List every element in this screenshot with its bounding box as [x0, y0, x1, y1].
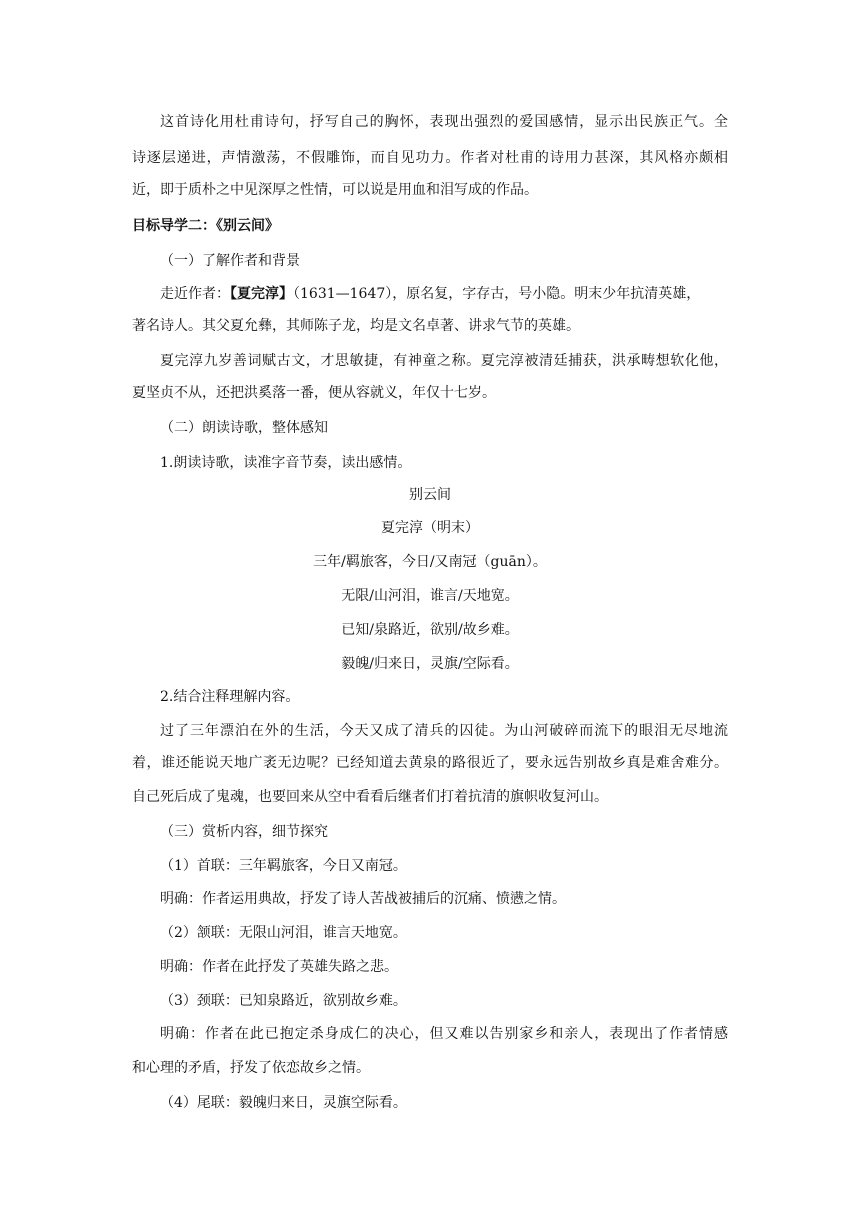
subsection-heading: （二）朗读诗歌，整体感知	[160, 420, 328, 436]
author-name: 【夏完淳】	[230, 286, 293, 302]
poem-line: 已知/泉路近，欲别/故乡难。	[341, 622, 519, 638]
paragraph-line: 近，即于质朴之中见深厚之性情，可以说是用血和泪写成的作品。	[132, 182, 538, 198]
paragraph-line	[160, 284, 700, 304]
poem-author: 夏完淳（明末）	[381, 520, 479, 536]
author-intro-label: 走近作者：	[160, 286, 230, 302]
couplet-heading: （1）首联：三年羁旅客，今日又南冠。	[160, 858, 407, 874]
paragraph-line: 着，谁还能说天地广袤无边呢？已经知道去黄泉的路很近了，要永远告别故乡真是难舍难分。	[132, 755, 728, 771]
paragraph-line: 过了三年漂泊在外的生活，今天又成了清兵的囚徒。为山河破碎而流下的眼泪无尽地流	[160, 723, 728, 739]
author-intro-text: （1631—1647），原名复，字存古，号小隐。明末少年抗清英雄，	[293, 286, 701, 302]
paragraph-line: 自己死后成了鬼魂，也要回来从空中看看后继者们打着抗清的旗帜收复河山。	[132, 789, 608, 805]
poem-line: 三年/羁旅客，今日/又南冠（guān）。	[313, 554, 547, 570]
subsection-heading: （三）赏析内容，细节探究	[160, 824, 328, 840]
paragraph-line: 夏坚贞不从，还把洪奚落一番，便从容就义，年仅十七岁。	[132, 385, 496, 401]
paragraph-line: 和心理的矛盾，抒发了依恋故乡之情。	[132, 1060, 370, 1076]
couplet-heading: （3）颈联：已知泉路近，欲别故乡难。	[160, 993, 407, 1009]
paragraph-line: 诗逐层递进，声情激荡，不假雕饰，而自见功力。作者对杜甫的诗用力甚深，其风格亦颇相	[132, 150, 728, 166]
list-item: 1.朗读诗歌，读准字音节奏，读出感情。	[160, 455, 412, 471]
paragraph-line: 夏完淳九岁善词赋古文，才思敏捷，有神童之称。夏完淳被清廷捕获，洪承畴想软化他，	[160, 353, 728, 369]
poem-line: 无限/山河泪，谁言/天地宽。	[341, 588, 519, 604]
paragraph-line: 明确：作者在此已抱定杀身成仁的决心，但又难以告别家乡和亲人，表现出了作者情感	[160, 1026, 728, 1042]
paragraph-line: 著名诗人。其父夏允彝，其师陈子龙，均是文名卓著、讲求气节的英雄。	[132, 318, 580, 334]
poem-title: 别云间	[409, 487, 451, 503]
section-heading: 目标导学二：《别云间》	[132, 218, 279, 234]
poem-line: 毅魄/归来日，灵旗/空际看。	[341, 656, 519, 672]
paragraph-line: 这首诗化用杜甫诗句，抒写自己的胸怀，表现出强烈的爱国感情，显示出民族正气。全	[160, 114, 728, 130]
subsection-heading: （一）了解作者和背景	[160, 253, 300, 269]
paragraph-line: 明确：作者运用典故，抒发了诗人苦战被捕后的沉痛、愤懑之情。	[160, 891, 566, 907]
list-item: 2.结合注释理解内容。	[160, 689, 300, 705]
couplet-heading: （2）颔联：无限山河泪，谁言天地宽。	[160, 925, 407, 941]
paragraph-line: 明确：作者在此抒发了英雄失路之悲。	[160, 959, 398, 975]
couplet-heading: （4）尾联：毅魄归来日，灵旗空际看。	[160, 1095, 407, 1111]
